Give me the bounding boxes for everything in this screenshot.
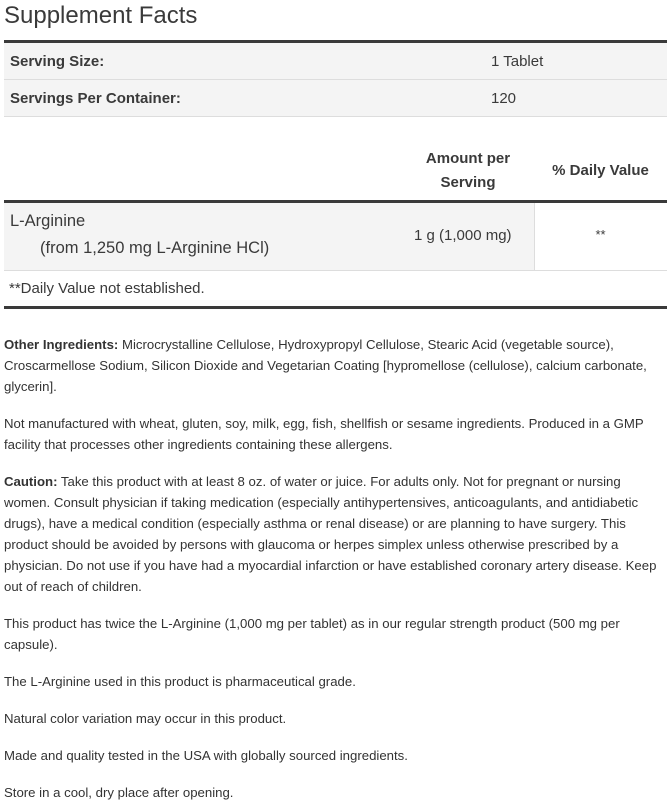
ingredient-daily-value: **	[595, 227, 606, 242]
allergen-statement: Not manufactured with wheat, gluten, soy, milk, egg, fish, shellfish or sesame ingredients. Produced in a GMP facility that processes other ingredients containing these allergens.	[4, 416, 644, 452]
ingredient-amount: 1 g (1,000 mg)	[414, 227, 512, 244]
made-in-usa-note: Made and quality tested in the USA with globally sourced ingredients.	[4, 748, 408, 763]
caution-text: Take this product with at least 8 oz. of water or juice. For adults only. Not for pregnant or nursing women. Consult physician if taking medication (especially antihypertensives, anticoagulants, and antidiabetic drugs), have a medical condition (especially asthma or renal disease) or are planning to have surgery. This product should be avoided by persons with glaucoma or herpes simplex unless otherwise prescribed by a physician. Do not use if you have had a myocardial infarction or have established coronary artery disease. Keep out of reach of children.	[4, 474, 657, 594]
serving-size-value: 1 Tablet	[491, 53, 544, 70]
footnote: **Daily Value not established.	[9, 280, 205, 297]
amount-header-line2: Serving	[440, 174, 496, 191]
amount-header-line1: Amount per	[425, 150, 511, 167]
servings-per-container-label: Servings Per Container:	[10, 90, 181, 107]
divider	[4, 270, 667, 271]
divider	[4, 116, 667, 117]
other-ingredients	[4, 334, 668, 397]
caution	[4, 471, 668, 597]
caution-label: Caution:	[4, 474, 58, 489]
serving-size-row	[4, 43, 667, 80]
daily-value-header: % Daily Value	[552, 162, 649, 179]
servings-per-container-row	[4, 80, 667, 117]
ingredient-row	[4, 203, 667, 270]
strength-note: This product has twice the L-Arginine (1,000 mg per tablet) as in our regular strength product (500 mg per capsule).	[4, 616, 620, 652]
bottom-rule	[4, 306, 667, 309]
servings-per-container-value: 120	[491, 90, 517, 107]
grade-note: The L-Arginine used in this product is pharmaceutical grade.	[4, 674, 356, 689]
ingredient-source: (from 1,250 mg L-Arginine HCl)	[40, 239, 270, 257]
other-ingredients-label: Other Ingredients:	[4, 337, 119, 352]
storage-note: Store in a cool, dry place after opening.	[4, 785, 234, 800]
color-variation-note: Natural color variation may occur in this product.	[4, 711, 287, 726]
ingredient-name: L-Arginine	[10, 212, 86, 230]
serving-size-label: Serving Size:	[10, 53, 105, 70]
other-ingredients-text: Microcrystalline Cellulose, Hydroxypropyl Cellulose, Stearic Acid (vegetable source), Croscarmellose Sodium, Silicon Dioxide and Vegetarian Coating [hypromellose (cellulose), calcium carbonate, glycerin].	[4, 337, 647, 394]
page-title: Supplement Facts	[4, 2, 198, 29]
amount-per-serving-header	[408, 147, 528, 195]
